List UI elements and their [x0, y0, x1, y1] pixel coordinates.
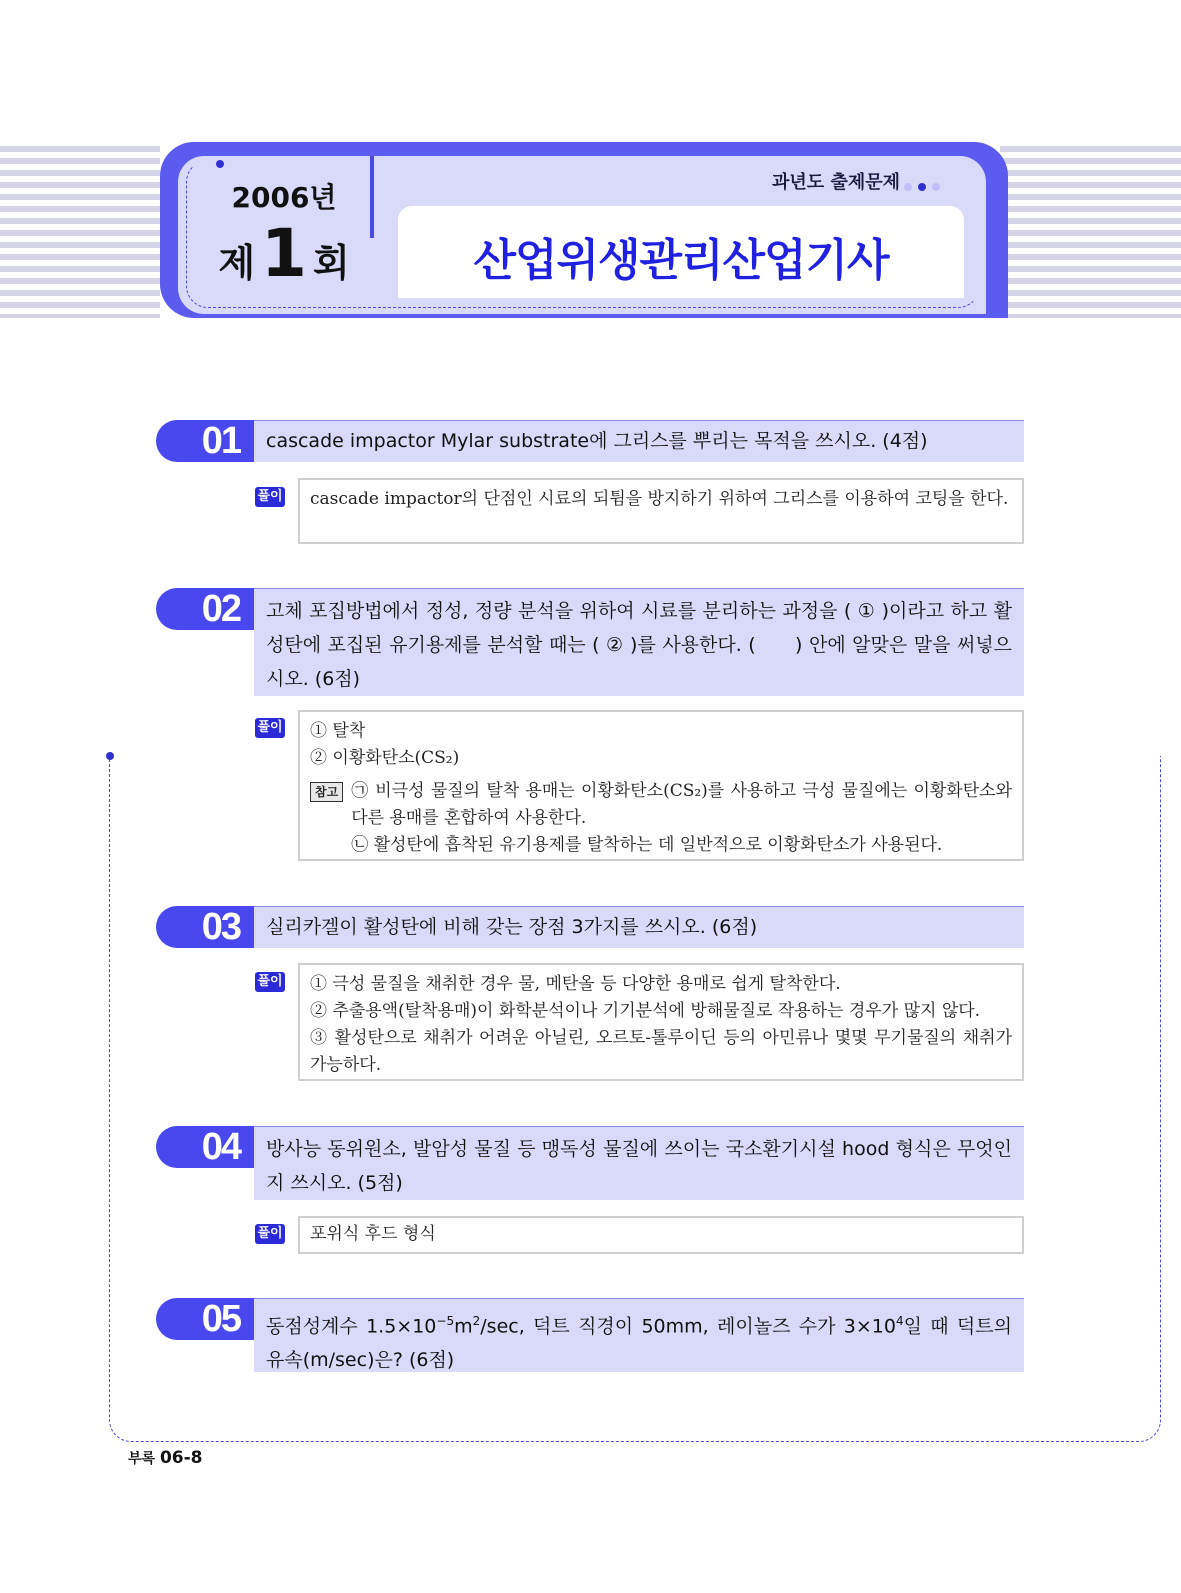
q5-text-a: 동점성계수 1.5×10 [266, 1315, 437, 1338]
frame-dot-icon [106, 752, 114, 760]
answer-line: ② 이황화탄소(CS₂) [310, 748, 460, 768]
past-exam-dots-icon [904, 176, 946, 195]
q5-exponent: 4 [895, 1314, 904, 1328]
answer-line: ② 추출용액(탈착용매)이 화학분석이나 기기분석에 방해물질로 작용하는 경우가 많지 않다. [310, 1001, 981, 1021]
question-05-text [254, 1298, 1024, 1372]
header-stripes-left [0, 146, 160, 318]
page-title: 산업위생관리산업기사 [473, 235, 889, 286]
question-number-01: 01 [156, 420, 256, 462]
q5-exponent: 2 [472, 1314, 481, 1328]
answer-line: ③ 활성탄으로 채취가 어려운 아닐린, 오르토-톨루이딘 등의 아민류나 몇몇 무기물질의 채취가 가능하다. [310, 1028, 1012, 1075]
question-number-03: 03 [156, 906, 256, 948]
note-line: ㉡ 활성탄에 흡착된 유기용제를 탈착하는 데 일반적으로 이황화탄소가 사용된다. [351, 835, 943, 855]
question-04-text: 방사능 동위원소, 발암성 물질 등 맹독성 물질에 쓰이는 국소환기시설 hood 형식은 무엇인지 쓰시오. (5점) [254, 1126, 1024, 1200]
past-exam-label: 과년도 출제문제 [772, 172, 900, 193]
q5-text-b: m [454, 1315, 473, 1338]
solution-03 [298, 963, 1024, 1081]
question-number-04: 04 [156, 1126, 256, 1168]
page-number [128, 1448, 202, 1468]
solution-badge-04: 풀이 [255, 1224, 285, 1244]
q5-text-d: 일 때 덕트의 유속(m/sec)은? (6점) [266, 1315, 1012, 1372]
solution-04: 포위식 후드 형식 [298, 1216, 1024, 1254]
exam-session [196, 214, 372, 311]
question-02-text: 고체 포집방법에서 정성, 정량 분석을 위하여 시료를 분리하는 과정을 ( ① )이라고 하고 활성탄에 포집된 유기용제를 분석할 때는 ( ② )를 사용한다. ( ) 안에 알맞은 말을 써넣으시오. (6점) [254, 588, 1024, 696]
q5-exponent: −5 [436, 1314, 455, 1328]
note-badge: 참고 [310, 782, 343, 802]
solution-02 [298, 710, 1024, 861]
answer-line: ① 탈착 [310, 721, 366, 741]
question-01-text: cascade impactor Mylar substrate에 그리스를 뿌리는 목적을 쓰시오. (4점) [254, 420, 1024, 462]
question-03-text: 실리카겔이 활성탄에 비해 갖는 장점 3가지를 쓰시오. (6점) [254, 906, 1024, 948]
solution-badge-02: 풀이 [255, 718, 285, 738]
note-block [310, 778, 1012, 859]
session-number: 1 [261, 215, 307, 292]
solution-01: cascade impactor의 단점인 시료의 되튐을 방지하기 위하여 그리스를 이용하여 코팅을 한다. [298, 478, 1024, 544]
header-stripes-right [1000, 146, 1181, 318]
question-number-05: 05 [156, 1298, 256, 1340]
page-prefix: 부록 [128, 1451, 160, 1467]
page-number-value: 06-8 [159, 1448, 203, 1468]
answer-line: ① 극성 물질을 채취한 경우 물, 메탄올 등 다양한 용매로 쉽게 탈착한다. [310, 974, 841, 994]
question-number-02: 02 [156, 588, 256, 630]
solution-badge-01: 풀이 [255, 487, 285, 507]
note-line: ㉠ 비극성 물질의 탈착 용매는 이황화탄소(CS₂)를 사용하고 극성 물질에는 이황화탄소와 다른 용매를 혼합하여 사용한다. [351, 781, 1012, 828]
session-suffix: 회 [312, 241, 350, 285]
header-dot-icon [216, 160, 224, 168]
solution-badge-03: 풀이 [255, 972, 285, 992]
session-prefix: 제 [218, 241, 256, 285]
q5-text-c: /sec, 덕트 직경이 50mm, 레이놀즈 수가 3×10 [480, 1315, 896, 1338]
exam-year: 2006년 [231, 181, 337, 214]
